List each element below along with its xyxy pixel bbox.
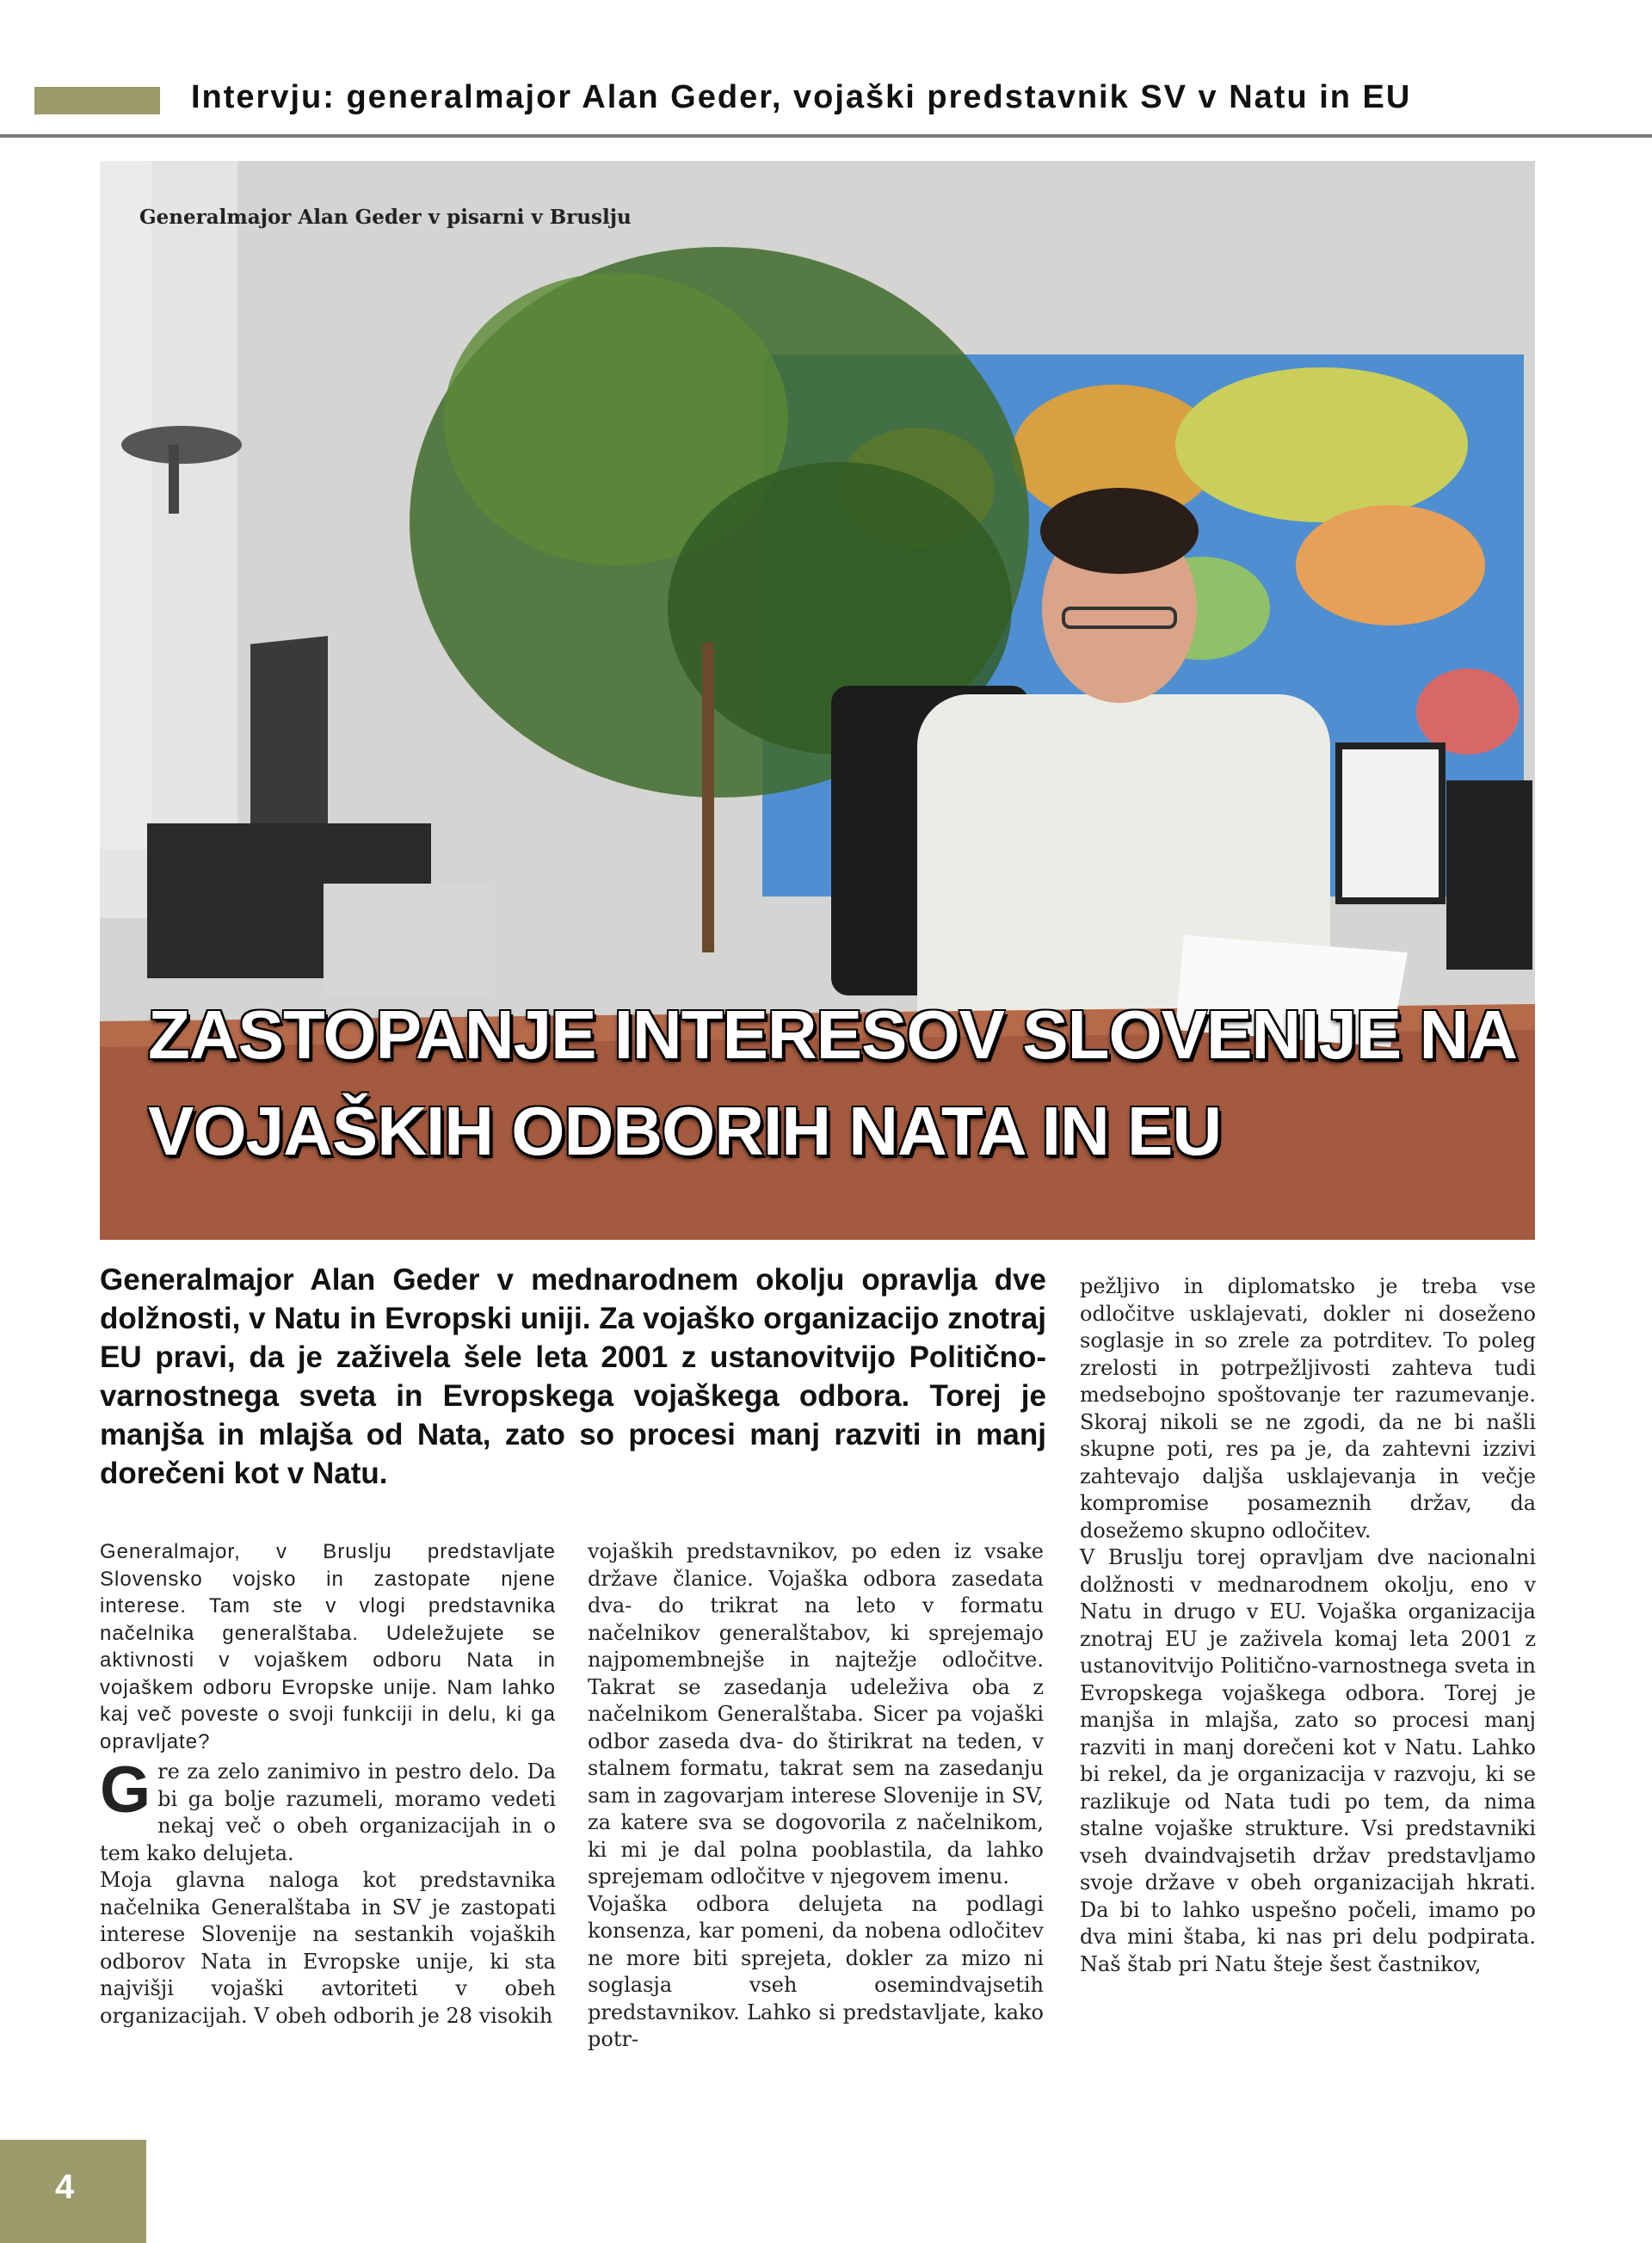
text-column-3 [1080,1273,1536,1978]
answer-paragraph-3: vojaških predstavnikov, po eden iz vsake države članice. Vojaška odbora zasedata dva- do trikrat na leto v formatu načelnikov generalštabov, ki sprejemajo najpomembnejše in najtežje odločitve. Takrat se zasedanja udeleživa oba z načelnikom Generalštaba. Sicer pa vojaški odbor zaseda dva- do štirikrat na teden, v stalnem formatu, takrat sem na zasedanju sam in zagovarjam interese Slovenije in SV, za katere sva se dogovorila z načelnikom, ki mi je dal polna pooblastila, da lahko sprejemam odločitve v njegovem imenu. [588,1539,1044,1889]
page-number: 4 [55,2168,75,2206]
drop-cap: G [100,1753,151,1827]
answer-paragraph-1 [100,1753,556,1867]
answer-paragraph-6: V Bruslju torej opravljam dve nacionalni dolžnosti v mednarodnem okolju, eno v Natu in drugo v EU. Vojaška organizacija znotraj EU je zaživela komaj leta 2001 z ustanovitvijo Politično-varnostnega sveta in Evropskega vojaškega odbora. Torej je manjša in mlajša, zato so procesi manj razviti in manj dorečeni kot v Natu. Lahko bi rekel, da je organizacija v razvoju, ki se razlikuje od Nata tudi po tem, da nima stalne vojaške strukture. Vsi predstavniki vseh dvaindvajsetih držav predstavljamo svoje države v obeh organizacijah hkrati. Da bi to lahko uspešno počeli, imamo po dva mini štaba, ki nas pri delu podpirata. Naš štab pri Natu šteje šest častnikov, [1080,1545,1536,1976]
article-headline [148,987,1525,1180]
article-photo [100,161,1535,1240]
article-lead: Generalmajor Alan Geder v mednarodnem okolju opravlja dve dolžnosti, v Natu in Evropski uniji. Za vojaško organizacijo znotraj EU pravi, da je zaživela šele leta 2001 z ustanovitvijo Politično-varnostnega sveta in Evropskega vojaškega odbora. Torej je manjša in mlajša od Nata, zato so procesi manj razviti in manj dorečeni kot v Natu. [100,1263,1046,1490]
header-accent-bar [34,87,160,114]
answer-paragraph-4: Vojaška odbora delujeta na podlagi konsenza, kar pomeni, da nobena odločitev ne more biti sprejeta, dokler za mizo ni soglasja vseh osemindvajsetih predstavnikov. Lahko si predstavljate, kako potr- [588,1891,1044,2051]
text-column-1 [100,1538,556,2030]
headline-line-1: ZASTOPANJE INTERESOV SLOVENIJE NA [148,996,1518,1073]
interview-question: Generalmajor, v Bruslju predstavljate Slovensko vojsko in zastopate njene interese. Tam ste v vlogi predstavnika načelnika generalštaba. Udeležujete se aktivnosti v vojaškem odboru Nata in vojaškem odboru Evropske unije. Nam lahko kaj več poveste o svoji funkciji in delu, ki ga opravljate? [100,1540,556,1753]
header-divider [0,134,1652,138]
photo-caption: Generalmajor Alan Geder v pisarni v Bruslju [139,206,632,229]
text-column-2 [588,1538,1044,2054]
answer-paragraph-2: Moja glavna naloga kot predstavnika načelnika Generalštaba in SV je zastopati interese Slovenije na sestankih vojaških odborov Nata in Evropske unije, ki sta najvišji vojaški avtoriteti v obeh organizacijah. V obeh odborih je 28 visokih [100,1868,556,2028]
answer-paragraph-1-text: re za zelo zanimivo in pestro delo. Da bi ga bolje razumeli, moramo vedeti nekaj več o obeh organizacijah in o tem kako delujeta. [100,1759,556,1865]
headline-line-2: VOJAŠKIH ODBORIH NATA IN EU [148,1093,1222,1169]
answer-paragraph-5: pežljivo in diplomatsko je treba vse odločitve usklajevati, dokler ni doseženo soglasje in so zrele za potrditev. To poleg zrelosti in potrpežljivosti zahteva tudi medsebojno spoštovanje ter razumevanje. Skoraj nikoli se ne zgodi, da ne bi našli skupne poti, res pa je, da zahtevni izzivi zahtevajo daljša usklajevanja in večje kompromise posameznih držav, da dosežemo skupno odločitev. [1080,1274,1536,1543]
page-header-title: Intervju: generalmajor Alan Geder, vojaški predstavnik SV v Natu in EU [191,79,1412,115]
